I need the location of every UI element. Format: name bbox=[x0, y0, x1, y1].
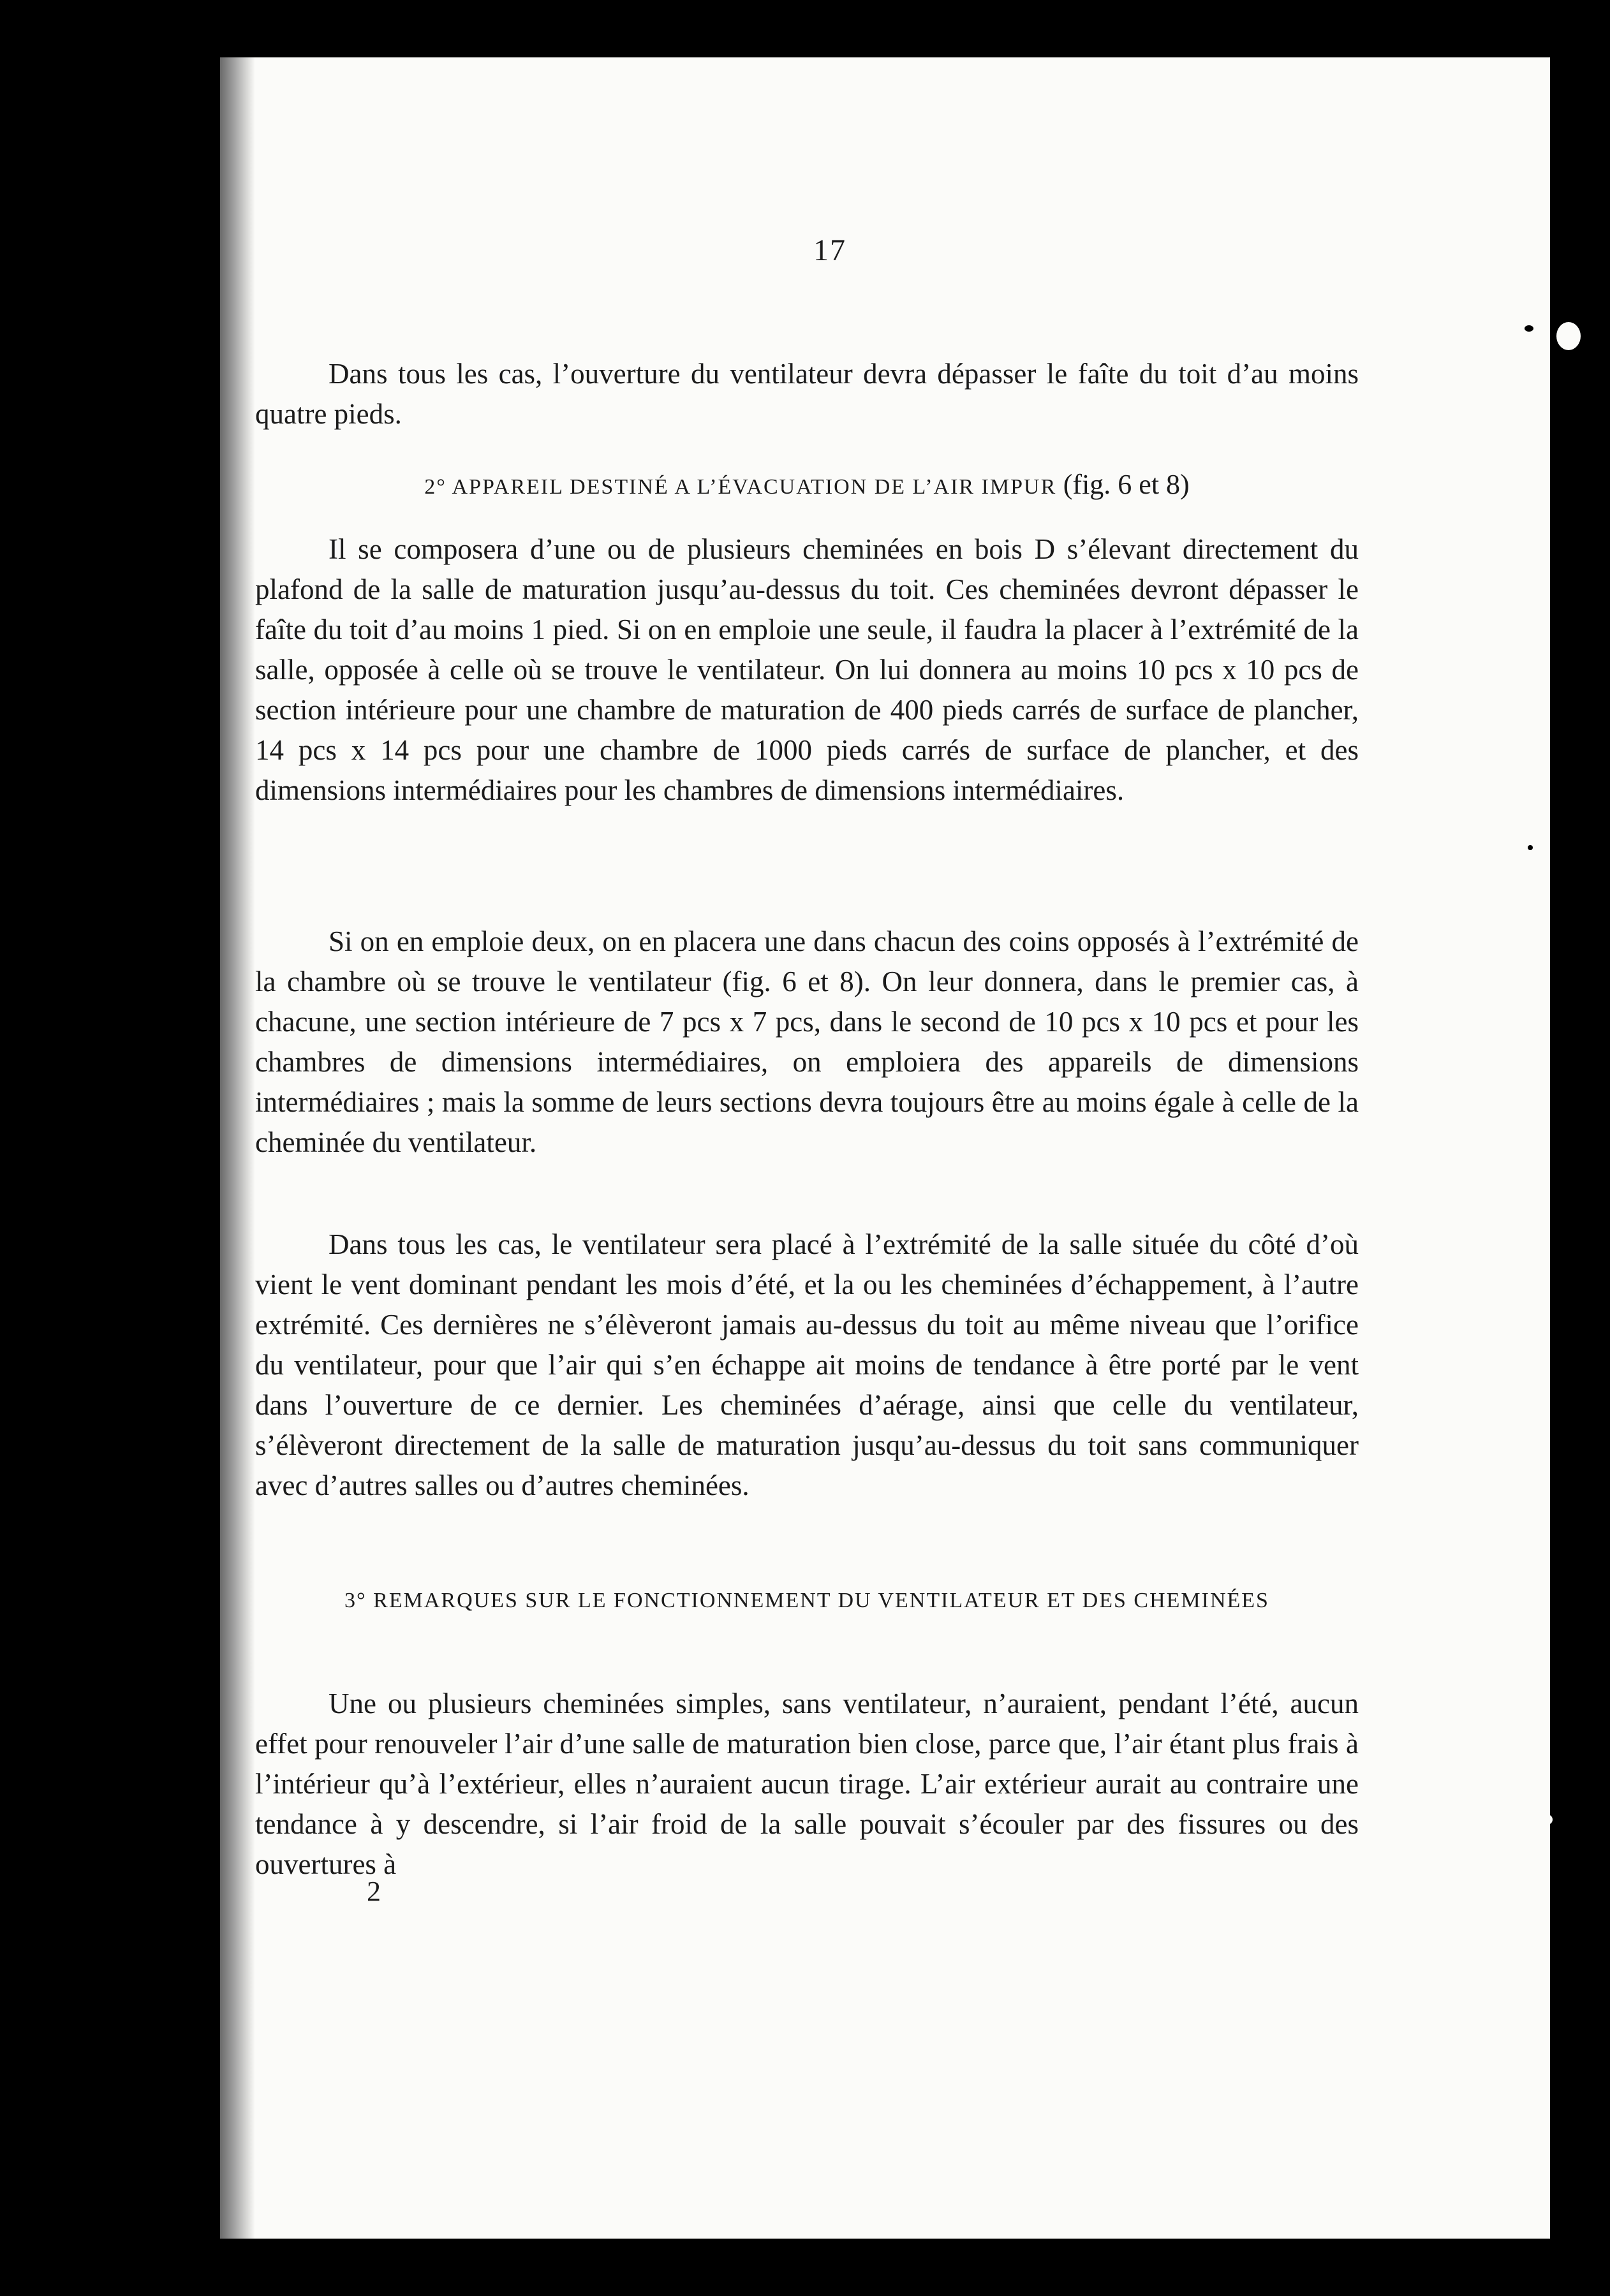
paragraph-ventilator-placement: Dans tous les cas, le ventilateur sera placé à l’extrémité de la salle située du côté d’où vient le vent dominant pendant les mois d’été, et la ou les cheminées d’échappement, à l’autre extrémité. Ces dernières ne s’élèveront jamais au-dessus du toit au même niveau que l’orifice du ventilateur, pour que l’air qui s’en échappe ait moins de tendance à être porté par le vent dans l’ouverture de ce dernier. Les cheminées d’aérage, ainsi que celle du ventilateur, s’élèveront directement de la salle de maturation jusqu’au-dessus du toit sans communiquer avec d’autres salles ou d’autres cheminées. bbox=[255, 1228, 1359, 1501]
paragraph-ventilator-opening: Dans tous les cas, l’ouverture du ventilateur devra dépasser le faîte du toit d’au moins quatre pieds. bbox=[255, 358, 1359, 430]
section-heading-2-title: APPAREIL DESTINÉ A L’ÉVACUATION DE L’AIR IMPUR bbox=[452, 475, 1057, 499]
section-heading-2-figref: (fig. 6 et 8) bbox=[1063, 469, 1190, 500]
section-heading-3 bbox=[255, 1582, 1359, 1620]
section-heading-3-title: REMARQUES SUR LE FONCTIONNEMENT DU VENTILATEUR ET DES CHEMINÉES bbox=[373, 1589, 1269, 1612]
section-heading-3-number: 3° bbox=[344, 1589, 367, 1612]
binding-gutter-shadow bbox=[220, 57, 255, 2239]
scan-speck bbox=[1542, 1814, 1553, 1825]
section-heading-2-number: 2° bbox=[424, 475, 447, 499]
paragraph-remarks: Une ou plusieurs cheminées simples, sans ventilateur, n’auraient, pendant l’été, aucun effet pour renouveler l’air d’une salle de maturation bien close, parce que, l’air étant plus frais à l’intérieur qu’à l’extérieur, elles n’auraient aucun tirage. L’air extérieur aurait au contraire une tendance à y descendre, si l’air froid de la salle pouvait s’écouler par des fissures ou des ouvertures à bbox=[255, 1688, 1359, 1880]
document-page bbox=[220, 57, 1550, 2239]
scan-speck bbox=[1528, 845, 1533, 850]
scan-speck bbox=[1556, 322, 1581, 350]
signature-number: 2 bbox=[367, 1876, 381, 1907]
paragraph-chimney-composition: Il se composera d’une ou de plusieurs cheminées en bois D s’élevant directement du plafond de la salle de maturation jusqu’au-dessus du toit. Ces cheminées devront dépasser le faîte du toit d’au moins 1 pied. Si on en emploie une seule, il faudra la placer à l’extrémité de la salle, opposée à celle où se trouve le ventilateur. On lui donnera au moins 10 pcs x 10 pcs de section intérieure pour une chambre de maturation de 400 pieds carrés de surface de plancher, 14 pcs x 14 pcs pour une chambre de 1000 pieds carrés de surface de plancher, et des dimensions intermédiaires pour les chambres de dimensions intermédiaires. bbox=[255, 533, 1359, 806]
paragraph-two-chimneys: Si on en emploie deux, on en placera une dans chacun des coins opposés à l’extrémité de la chambre où se trouve le ventilateur (fig. 6 et 8). On leur donnera, dans le premier cas, à chacune, une section intérieure de 7 pcs x 7 pcs, dans le second de 10 pcs x 10 pcs et pour les chambres de dimensions intermédiaires, on emploiera des appareils de dimensions intermédiaires ; mais la somme de leurs sections devra toujours être au moins égale à celle de la cheminée du ventilateur. bbox=[255, 925, 1359, 1158]
scan-speck bbox=[1525, 325, 1533, 332]
page-number: 17 bbox=[813, 233, 846, 267]
section-heading-2 bbox=[255, 466, 1359, 506]
